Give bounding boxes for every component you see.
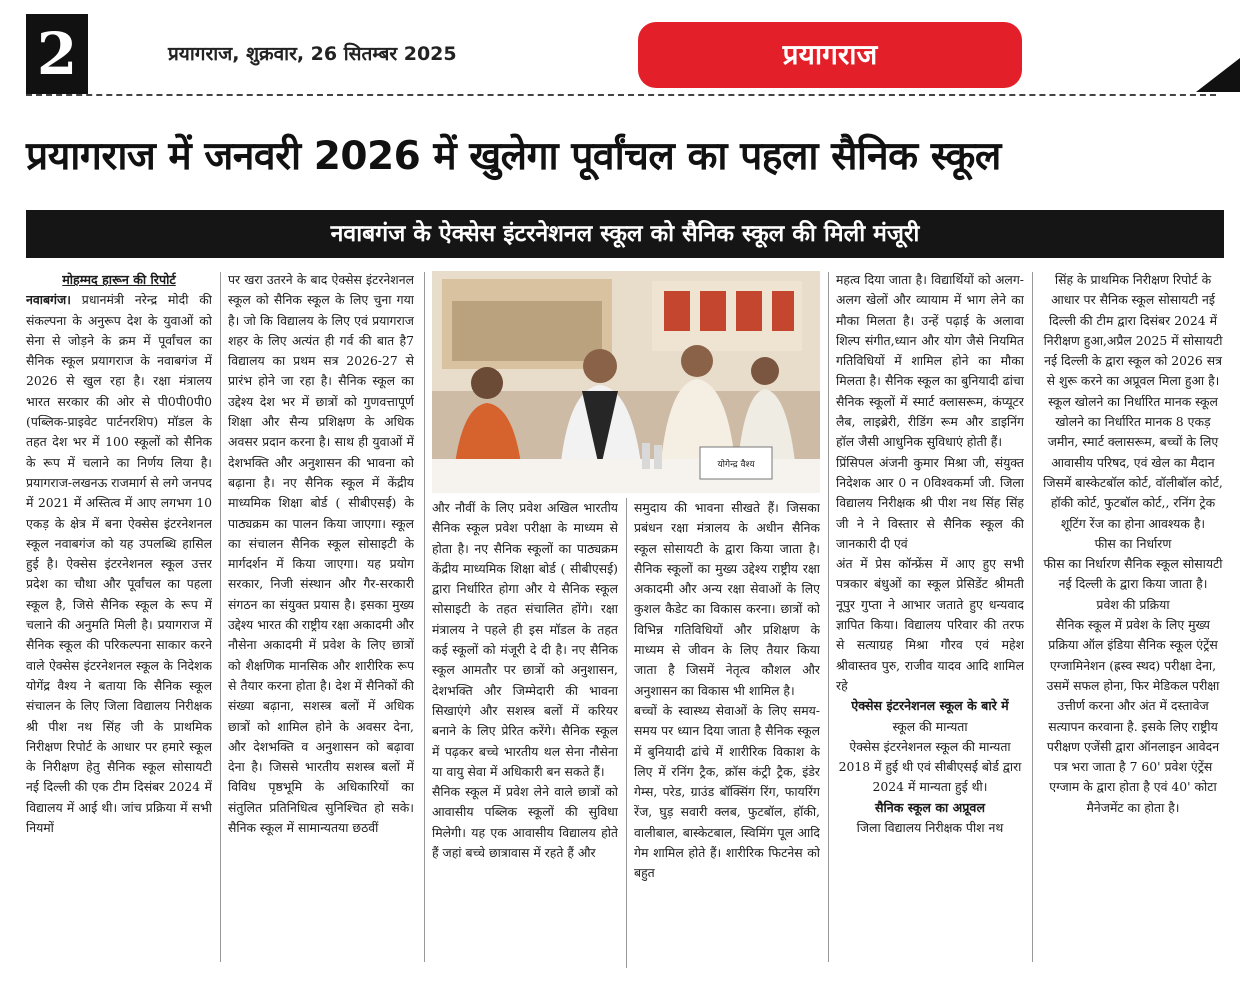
dateline: प्रयागराज, शुक्रवार, 26 सितम्बर 2025 [168,43,457,65]
column-2-text: पर खरा उतरने के बाद ऐक्सेस इंटरनेशनल स्कूल को सैनिक स्कूल के लिए चुना गया है। जो कि विद्यालय के लिए एवं प्रयागराज शहर के लिए अत्यंत ही गर्व की बात है7 विद्यालय का प्रथम सत्र 2026-27 से प्रारंभ होने जा रहा है। सैनिक स्कूल का उद्देश्य देश भर में छात्रों को गुणवत्तापूर्ण शिक्षा और सैन्य प्रशिक्षण के अधिक अवसर प्रदान करना है। साथ ही युवाओं में देशभक्ति और अनुशासन की भावना को बढ़ाना है। नए सैनिक स्कूल में केंद्रीय माध्यमिक शिक्षा बोर्ड ( सीबीएसई) के पाठ्यक्रम का पालन किया जाएगा। स्कूल का संचालन सैनिक स्कूल सोसाइटी के मार्गदर्शन में किया जाएगा। यह प्रयोग सरकार, निजी संस्थान और गैर-सरकारी संगठन का संयुक्त प्रयास है। इसका मुख्य उद्देश्य भारत की राष्ट्रीय रक्षा अकादमी और नौसेना अकादमी में प्रवेश के लिए छात्रों को शैक्षणिक मानसिक और शारीरिक रूप से तैयार करना होता है। देश में सैनिकों की संख्या बढ़ाना, सशस्त्र बलों में अधिक छात्रों को शामिल होने के अवसर देना, और देशभक्ति व अनुशासन को बढ़ावा देना है। जिससे भारतीय सशस्त्र बलों में विविध पृष्ठभूमि के अधिकारियों का संतुलित प्रतिनिधित्व सुनिश्चित हो सके। सैनिक स्कूल में सामान्यतया छठवीं [228,272,414,836]
fee-text: फीस का निर्धारण सैनिक स्कूल सोसायटी नई दिल्ली के द्वारा किया जाता है। [1043,556,1223,592]
article-column-4 [634,498,820,970]
approval-text: जिला विद्यालय निरीक्षक पीश नथ [856,820,1004,836]
article-column-3 [432,498,618,970]
press-conference-photo [432,271,820,493]
approval-title: सैनिक स्कूल का अप्रूवल [875,799,985,815]
main-headline: प्रयागराज में जनवरी 2026 में खुलेगा पूर्वांचल का पहला सैनिक स्कूल [26,134,1001,179]
fee-title: फीस का निर्धारण [1094,535,1172,551]
column-divider [424,272,425,962]
dateline-place: नवाबगंज। [26,292,71,308]
recognition-title: स्कूल की मान्यता [892,718,968,734]
byline: मोहम्मद हारून की रिपोर्ट [62,272,176,287]
column-5-text-c: अंत में प्रेस कॉन्फ्रेंस में आए हुए सभी पत्रकार बंधुओं का स्कूल प्रेसिडेंट श्रीमती नूपुर गुप्ता ने आभार जताते हुए धन्यवाद ज्ञापित किया। विद्यालय परिवार की तरफ से सत्याग्रह मिश्रा गौरव एवं महेश श्रीवास्तव पुरु, राजीव यादव आदि शामिल रहे [836,556,1024,693]
column-3-text: और नौवीं के लिए प्रवेश अखिल भारतीय सैनिक स्कूल प्रवेश परीक्षा के माध्यम से होता है। नए सैनिक स्कूलों का पाठ्यक्रम केंद्रीय माध्यमिक शिक्षा बोर्ड ( सीबीएसई) द्वारा निर्धारित होगा और ये सैनिक स्कूल सोसाइटी के तहत संचालित होंगे। रक्षा मंत्रालय ने पहले ही इस मॉडल के तहत कई स्कूलों को मंजूरी दे दी है। नए सैनिक स्कूल आमतौर पर छात्रों को अनुशासन, देशभक्ति और जिम्मेदारी की भावना सिखाएंगे और सशस्त्र बलों में करियर बनाने के लिए प्रेरित करेंगे। सैनिक स्कूल में पढ़कर बच्चे भारतीय थल सेना नौसेना या वायु सेवा में अधिकारी बन सकते हैं। [432,500,618,779]
article-column-5 [836,270,1024,970]
about-school-subhead: ऐक्सेस इंटरनेशनल स्कूल के बारे में [851,698,1009,714]
column-1-text: प्रधानमंत्री नरेन्द्र मोदी की संकल्पना के अनुरूप देश के युवाओं को सेना से जोड़ने के क्रम में पूर्वांचल का सैनिक स्कूल प्रयागराज के नवाबगंज में 2026 से खुल रहा है। रक्षा मंत्रालय भारत सरकार की ओर से पी0पी0पी0 (पब्लिक-प्राइवेट पार्टनरशिप) मॉडल के तहत देश भर में 100 स्कूलों को सैनिक के रूप में चलाने का निर्णय लिया है। प्रयागराज-लखनऊ राजमार्ग से लगे जनपद में 2021 में अस्तित्व में आए लगभग 10 एकड़ के क्षेत्र में बना ऐक्सेस इंटरनेशनल स्कूल नवाबगंज को यह उपलब्धि हासिल हुई है। ऐक्सेस इंटरनेशनल स्कूल उत्तर प्रदेश का चौथा और पूर्वांचल का पहला स्कूल है, जिसे सैनिक स्कूल के रूप में चलाने की अनुमति मिली है। प्रयागराज में सैनिक स्कूल की परिकल्पना साकार करने वाले ऐक्सेस इंटरनेशनल स्कूल के निदेशक योगेंद्र वैश्य ने बताया कि सैनिक स्कूल संचालन के लिए जिला विद्यालय निरीक्षक श्री पीश नथ सिंह जी के प्राथमिक निरीक्षण रिपोर्ट के आधार पर हमारे स्कूल के निरीक्षण हेतु सैनिक स्कूल सोसायटी नई दिल्ली की एक टीम दिसंबर 2024 में विद्यालय में आई थी। जांच प्रक्रिया में सभी नियमों [26,292,212,836]
column-divider [626,498,627,968]
admission-text: सैनिक स्कूल में प्रवेश के लिए मुख्य प्रक्रिया ऑल इंडिया सैनिक स्कूल एंट्रेंस एग्जामिनेशन (ह्रस्व स्थद) परीक्षा देना, उसमें सफल होना, फिर मेडिकल परीक्षा उत्तीर्ण करना और अंत में दस्तावेज सत्यापन करवाना है. इसके लिए राष्ट्रीय परीक्षण एजेंसी द्वारा ऑनलाइन आवेदन पत्र भरा जाता है 7 60' प्रवेश एंट्रेंस एग्जाम के द्वारा होता है एवं 40' कोटा मैनेजमेंट का होता है। [1046,617,1220,815]
recognition-text: ऐक्सेस इंटरनेशनल स्कूल की मान्यता 2018 में हुई थी एवं सीबीएसई बोर्ड द्वारा 2024 में मान्यता हुई थी। [838,738,1022,795]
article-column-2 [228,270,414,970]
sub-headline: नवाबगंज के ऐक्सेस इंटरनेशनल स्कूल को सैनिक स्कूल की मिली मंजूरी [26,210,1224,258]
article-column-6 [1040,270,1226,970]
article-column-1 [26,270,212,970]
column-divider [828,272,829,962]
city-section-badge: प्रयागराज [638,22,1022,88]
column-5-text-b: प्रिंसिपल अंजनी कुमार मिश्रा जी, संयुक्त निदेशक आर 0 न 0विश्वकर्मा जी. जिला विद्यालय निरीक्षक श्री पीश नथ सिंह सिंह जी ने ने विस्तार से सैनिक स्कूल की जानकारी दी एवं [836,454,1024,551]
page-number: 2 [26,14,88,94]
admission-title: प्रवेश की प्रक्रिया [1096,596,1170,612]
column-4-text: समुदाय की भावना सीखते हैं। जिसका प्रबंधन रक्षा मंत्रालय के अधीन सैनिक स्कूल सोसायटी के द्वारा किया जाता है। सैनिक स्कूलों का मुख्य उद्देश्य राष्ट्रीय रक्षा अकादमी और अन्य रक्षा सेवाओं के लिए कुशल कैडेट का विकास करना। छात्रों को विभिन्न गतिविधियों और प्रशिक्षण के माध्यम से जीवन के लिए तैयार किया जाता है जिसमें नेतृत्व कौशल और अनुशासन का विकास भी शामिल है। [634,500,820,698]
header-divider [26,94,1216,96]
photo-illustration [432,271,820,493]
column-3-text-b: सैनिक स्कूल में प्रवेश लेने वाले छात्रों को आवासीय पब्लिक स्कूलों की सुविधा मिलेगी। यह एक आवासीय विद्यालय होते हैं जहां बच्चे छात्रावास में रहते हैं और [432,784,618,861]
column-4-text-b: बच्चों के स्वास्थ्य सेवाओं के लिए समय-समय पर ध्यान दिया जाता है सैनिक स्कूल में बुनियादी ढांचे में शारीरिक विकाश के लिए में रनिंग ट्रैक, क्रॉस कंट्री ट्रैक, इंडेर गेम्स, परेड, ग्राउंड बॉक्सिंग रिंग, फायरिंग रेंज, घुड़ सवारी क्लब, फुटबॉल, हॉकी, वालीबाल, बास्केटबाल, स्विमिंग पूल आदि गेम शामिल होते हैं। शारीरिक फिटनेस को बहुत [634,702,820,881]
page-header [0,0,1240,96]
column-divider [220,272,221,962]
column-divider [1032,272,1033,962]
column-6-text-b: स्कूल खोलने का निर्धारित मानक स्कूल खोलने का निर्धारित मानक 8 एकड़ जमीन, स्मार्ट क्लासरूम, बच्चों के लिए आवासीय परिषद, एवं खेल का मैदान जिसमें बास्केटबॉल कोर्ट, वॉलीबॉल कोर्ट, हॉकी कोर्ट, फुटबॉल कोर्ट,, रनिंग ट्रेक शूटिंग रेंज का होना आवश्यक है। [1043,393,1223,531]
column-6-text: सिंह के प्राथमिक निरीक्षण रिपोर्ट के आधार पर सैनिक स्कूल सोसायटी नई दिल्ली की टीम द्वारा दिसंबर 2024 में निरीक्षण हुआ,अप्रैल 2025 में सोसायटी नई दिल्ली के द्वारा स्कूल को 2026 सत्र से शुरू करने का अप्रूवल मिला हुआ है। [1043,272,1223,389]
column-5-text: महत्व दिया जाता है। विद्यार्थियों को अलग-अलग खेलों और व्यायाम में भाग लेने का मौका मिलता है। उन्हें पढ़ाई के अलावा शिल्प संगीत,ध्यान और योग जैसे नियमित गतिविधियों में शामिल होने का मौका मिलता है। सैनिक स्कूल का बुनियादी ढांचा सैनिक स्कूलों में स्मार्ट क्लासरूम, कंप्यूटर लैब, लाइब्रेरी, रीडिंग रूम और डाइनिंग हॉल जैसी आधुनिक सुविधाएं होती हैं। [836,272,1024,450]
corner-triangle [1196,58,1240,92]
nameplate-text: योगेन्द्र वैश्य [717,460,755,470]
